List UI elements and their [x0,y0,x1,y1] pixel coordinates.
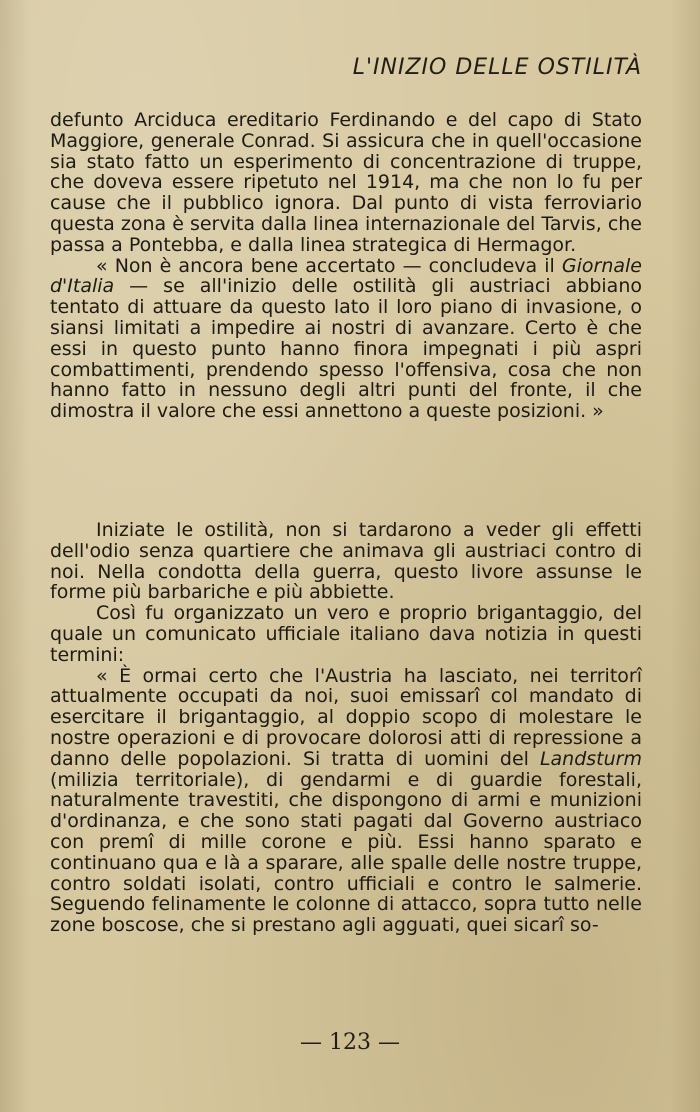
comunicato-text-end: (milizia territoriale), di gendarmi e di guardie forestali, naturalmente travestiti, che dispongono di armi e munizioni d'ordinanza, e che sono stati pagati dal Governo austriaco con premî di mille corone e più. Essi hanno sparato e continuano qua e là a sparare, alle spalle delle nostre truppe, contro soldati isolati, contro ufficiali e contro le salmerie. Seguendo felinamente le colonne di attacco, sopra tutto nelle zone boscose, che si prestano agli agguati, quei sicarî so- [50,768,642,937]
newspaper-title: Giornale d'Italia [50,254,642,298]
text-block-lower [50,520,642,936]
comunicato-text-start: « È ormai certo che l'Austria ha lasciato, nei territorî attualmente occupati da noi, suoi emissarî col mandato di esercitare il brigantaggio, al doppio scopo di molestare le nostre operazioni e di provocare dolorosi atti di repressione a danno delle popolazioni. Si tratta di uomini del [50,664,642,770]
page-number: — 123 — [300,1030,400,1055]
text-block-upper [50,110,642,422]
paragraph-continuation: defunto Arciduca ereditario Ferdinando e del capo di Stato Maggiore, generale Conrad. Si assicura che in quell'occasione sia stato fatto un esperimento di concentrazione di truppe, che doveva essere ripetuto nel 1914, ma che non lo fu per cause che il pubblico ignora. Dal punto di vista ferroviario questa zona è servita dalla linea internazionale del Tarvis, che passa a Pontebba, e dalla linea strategica di Hermagor. [50,109,642,256]
landsturm-term: Landsturm [539,747,642,770]
paragraph-brigantaggio: Così fu organizzato un vero e proprio brigantaggio, del quale un comunicato ufficiale italiano dava notizia in questi termini: [50,602,642,666]
running-head: L'INIZIO DELLE OSTILITÀ [352,55,642,80]
paragraph-comunicato [50,666,642,936]
paragraph-ostilita: Iniziate le ostilità, non si tardarono a veder gli effetti dell'odio senza quartiere che animava gli austriaci contro di noi. Nella condotta della guerra, questo livore assunse le forme più barbariche e più abbiette. [50,519,642,604]
quote-text-end: — se all'inizio delle ostilità gli austriaci abbiano tentato di attuare da questo lato il loro piano di invasione, o siansi limitati a impedire ai nostri di avanzare. Certo è che essi in questo punto hanno finora impegnati i più aspri combattimenti, prendendo spesso l'offensiva, cosa che non hanno fatto in nessuno degli altri punti del fronte, il che dimostra il valore che essi annettono a queste posizioni. » [50,275,642,423]
quote-text-start: « Non è ancora bene accertato — concludeva il [96,254,562,277]
paragraph-quote-giornale [50,256,642,422]
